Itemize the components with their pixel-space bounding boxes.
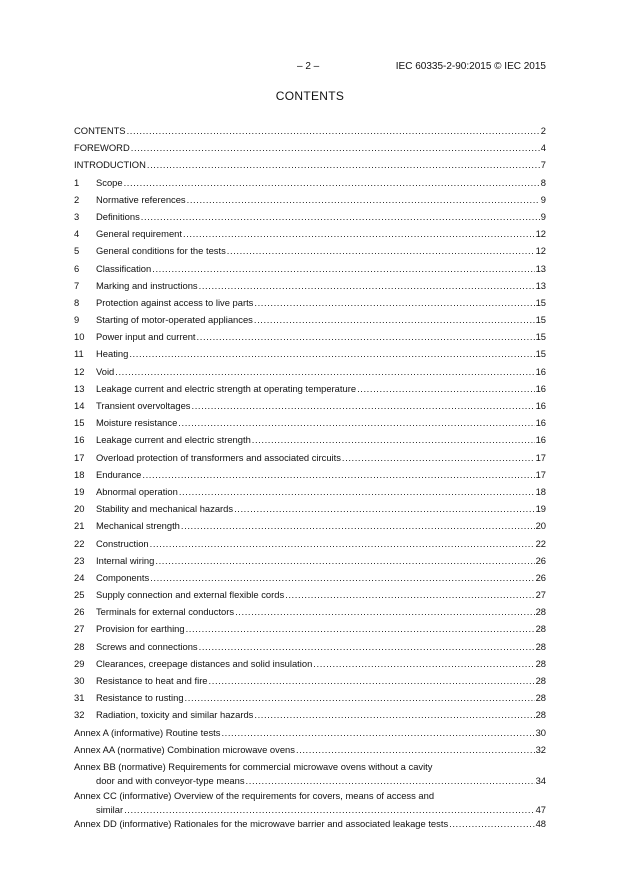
toc-entry[interactable] [74, 329, 546, 346]
entry-title: Void [96, 365, 115, 377]
toc-line [74, 158, 546, 172]
toc-entry[interactable] [74, 518, 546, 535]
page-title: CONTENTS [275, 89, 345, 103]
toc-line [74, 743, 546, 757]
entry-title: CONTENTS [74, 125, 126, 136]
dot-leader [342, 451, 535, 465]
dot-leader [449, 817, 534, 831]
toc-entry-annex[interactable] [74, 788, 546, 817]
dot-leader [155, 554, 534, 568]
page-ref: 13 [535, 262, 546, 274]
toc-entry[interactable] [74, 415, 546, 432]
page-ref: 19 [535, 503, 546, 515]
dot-leader [254, 296, 534, 310]
toc-entry[interactable] [74, 656, 546, 673]
page-ref: 17 [535, 451, 546, 463]
toc-entry[interactable] [74, 278, 546, 295]
dot-leader [199, 640, 535, 654]
page-ref: 4 [540, 142, 546, 154]
dot-leader [197, 330, 535, 344]
page-ref: 26 [535, 554, 546, 566]
toc-entry[interactable] [74, 398, 546, 415]
dot-leader [129, 347, 534, 361]
entry-title: Marking and instructions [96, 279, 198, 291]
page-ref: 28 [535, 606, 546, 618]
toc-entry[interactable] [74, 673, 546, 690]
page-ref: 15 [535, 314, 546, 326]
toc-line [74, 640, 546, 654]
dot-leader [185, 691, 535, 705]
toc-entry[interactable] [74, 175, 546, 192]
entry-title: Heating [96, 348, 129, 360]
toc-line [74, 210, 546, 224]
toc-entry[interactable] [74, 123, 546, 140]
page-ref: 26 [535, 571, 546, 583]
toc-line [74, 416, 546, 430]
toc-line [74, 313, 546, 327]
clause-number: 29 [74, 657, 85, 669]
table-of-contents [74, 123, 546, 833]
toc-entry[interactable] [74, 226, 546, 243]
dot-leader [150, 571, 534, 585]
entry-title: INTRODUCTION [74, 159, 146, 171]
toc-entry-annex[interactable] [74, 759, 546, 788]
document-reference: IEC 60335-2-90:2015 © IEC 2015 [395, 61, 546, 72]
entry-title: Internal wiring [96, 554, 155, 566]
entry-title-continued: similar [96, 803, 124, 815]
page-ref: 34 [535, 774, 546, 786]
entry-title: Endurance [96, 468, 142, 480]
page-ref: 16 [535, 417, 546, 429]
toc-entry[interactable] [74, 261, 546, 278]
entry-title: General requirement [96, 228, 182, 240]
entry-title: Construction [96, 537, 149, 549]
toc-line [74, 451, 546, 465]
dot-leader [234, 502, 535, 516]
clause-number: 26 [74, 606, 85, 618]
page-ref: 28 [535, 623, 546, 635]
dot-leader [115, 365, 534, 379]
toc-entry[interactable] [74, 312, 546, 329]
dot-leader [152, 262, 534, 276]
toc-entry[interactable] [74, 157, 546, 174]
entry-title: Screws and connections [96, 640, 198, 652]
toc-entry[interactable] [74, 467, 546, 484]
clause-number: 24 [74, 571, 85, 583]
toc-line [74, 588, 546, 602]
clause-number: 14 [74, 400, 85, 411]
page-ref: 28 [535, 709, 546, 721]
entry-title: Mechanical strength [96, 520, 180, 532]
toc-line [74, 657, 546, 671]
toc-line [74, 674, 546, 688]
toc-entry[interactable] [74, 364, 546, 381]
page-ref: 32 [535, 743, 546, 755]
page-ref: 30 [535, 726, 546, 738]
entry-title: Annex AA (normative) Combination microwave ovens [74, 743, 295, 755]
page-ref: 13 [535, 279, 546, 291]
toc-entry[interactable] [74, 295, 546, 312]
toc-line [74, 817, 546, 831]
dot-leader [357, 382, 535, 396]
toc-entry[interactable] [74, 192, 546, 209]
toc-line [74, 519, 546, 533]
clause-number: 19 [74, 485, 85, 497]
toc-line [74, 262, 546, 276]
dot-leader [235, 605, 534, 619]
toc-entry[interactable] [74, 432, 546, 449]
toc-line [74, 347, 546, 361]
toc-entry[interactable] [74, 621, 546, 638]
clause-number: 16 [74, 434, 85, 446]
dot-leader [179, 485, 535, 499]
dot-leader [254, 708, 534, 722]
clause-number: 5 [74, 245, 80, 257]
toc-entry[interactable] [74, 707, 546, 724]
dot-leader [221, 726, 534, 740]
toc-line [74, 622, 546, 636]
entry-title: Power input and current [96, 331, 196, 343]
clause-number: 7 [74, 279, 80, 291]
clause-number: 8 [74, 296, 80, 308]
toc-line [74, 537, 546, 551]
toc-line [74, 774, 546, 788]
page-ref: 9 [540, 210, 546, 222]
toc-line [74, 691, 546, 705]
clause-number: 3 [74, 210, 80, 222]
clause-number: 6 [74, 262, 80, 274]
dot-leader [142, 468, 534, 482]
toc-line [74, 554, 546, 568]
page-ref: 16 [535, 382, 546, 394]
toc-line [74, 244, 546, 258]
toc-line [74, 708, 546, 722]
toc-line [74, 502, 546, 516]
toc-line [74, 193, 546, 207]
page-ref: 47 [535, 803, 546, 815]
clause-number: 20 [74, 503, 85, 515]
dot-leader [192, 399, 535, 413]
page-ref: 18 [535, 485, 546, 497]
dot-leader [313, 657, 534, 671]
clause-number: 13 [74, 382, 85, 394]
page-ref: 9 [540, 193, 546, 205]
clause-number: 23 [74, 554, 85, 566]
toc-line [74, 176, 546, 190]
clause-number: 27 [74, 623, 85, 635]
clause-number: 25 [74, 589, 85, 601]
entry-title: Definitions [96, 210, 140, 222]
toc-entry[interactable] [74, 484, 546, 501]
dot-leader [124, 803, 534, 817]
entry-title: Clearances, creepage distances and solid insulation [96, 657, 313, 669]
toc-entry[interactable] [74, 587, 546, 604]
clause-number: 12 [74, 365, 85, 377]
toc-line [74, 365, 546, 379]
entry-title: Annex DD (informative) Rationales for the microwave barrier and associated leakage tests [74, 818, 449, 830]
dot-leader [147, 158, 540, 172]
clause-number: 18 [74, 468, 85, 480]
page-ref: 28 [535, 657, 546, 669]
dot-leader [150, 537, 535, 551]
dot-leader [178, 416, 534, 430]
toc-entry[interactable] [74, 140, 546, 157]
toc-entry-annex[interactable] [74, 816, 546, 833]
page-ref: 12 [535, 228, 546, 240]
dot-leader [254, 313, 535, 327]
dot-leader [181, 519, 535, 533]
entry-title: Annex BB (normative) Requirements for commercial microwave ovens without a cavity [74, 760, 433, 772]
entry-title: Stability and mechanical hazards [96, 503, 234, 515]
clause-number: 32 [74, 709, 85, 721]
dot-leader [246, 774, 535, 788]
dot-leader [183, 227, 535, 241]
toc-line [74, 141, 546, 155]
dot-leader [141, 210, 540, 224]
dot-leader [296, 743, 535, 757]
clause-number: 15 [74, 417, 85, 429]
toc-line [74, 124, 546, 138]
toc-line [74, 605, 546, 619]
page-number: – 2 – [297, 61, 320, 72]
dot-leader [124, 176, 540, 190]
entry-title: Annex CC (informative) Overview of the requirements for covers, means of access and [74, 789, 435, 801]
page-ref: 20 [535, 520, 546, 532]
toc-entry[interactable] [74, 381, 546, 398]
clause-number: 11 [74, 348, 84, 360]
toc-line [74, 803, 546, 817]
entry-title: Normative references [96, 193, 186, 205]
entry-title: Overload protection of transformers and associated circuits [96, 451, 341, 463]
dot-leader [209, 674, 535, 688]
entry-title: Provision for earthing [96, 623, 185, 635]
toc-entry[interactable] [74, 553, 546, 570]
entry-title: Annex A (informative) Routine tests [74, 726, 221, 738]
page-ref: 16 [535, 400, 546, 411]
page-ref: 15 [535, 296, 546, 308]
entry-title: Moisture resistance [96, 417, 178, 429]
toc-line [74, 227, 546, 241]
toc-line [74, 485, 546, 499]
toc-line [74, 571, 546, 585]
page-ref: 16 [535, 434, 546, 446]
page-ref: 15 [535, 348, 546, 360]
toc-entry[interactable] [74, 243, 546, 260]
page-ref: 27 [535, 589, 546, 601]
toc-line [74, 468, 546, 482]
entry-title: Scope [96, 176, 123, 188]
page-ref: 48 [535, 818, 546, 830]
clause-number: 22 [74, 537, 85, 549]
page-ref: 28 [535, 640, 546, 652]
toc-line [74, 382, 546, 396]
page-ref: 8 [540, 176, 546, 188]
toc-line [74, 399, 546, 413]
page-ref: 12 [535, 245, 546, 257]
toc-entry-annex[interactable] [74, 742, 546, 759]
dot-leader [187, 193, 540, 207]
page-ref: 22 [535, 537, 546, 549]
clause-number: 10 [74, 331, 85, 343]
entry-title: Leakage current and electric strength at operating temperature [96, 382, 357, 394]
page-ref: 16 [535, 365, 546, 377]
toc-entry[interactable] [74, 570, 546, 587]
dot-leader [227, 244, 535, 258]
clause-number: 30 [74, 675, 85, 686]
entry-title: Supply connection and external flexible cords [96, 589, 285, 601]
page-header [0, 61, 620, 75]
toc-entry[interactable] [74, 450, 546, 467]
clause-number: 31 [74, 692, 85, 704]
entry-title: Leakage current and electric strength [96, 434, 251, 446]
entry-title: Starting of motor-operated appliances [96, 314, 253, 326]
toc-entry[interactable] [74, 639, 546, 656]
dot-leader [199, 279, 535, 293]
clause-number: 21 [74, 520, 85, 532]
entry-title: FOREWORD [74, 142, 130, 154]
entry-title: Resistance to heat and fire [96, 675, 208, 686]
clause-number: 17 [74, 451, 85, 463]
entry-title: Classification [96, 262, 152, 274]
toc-line [74, 726, 546, 740]
entry-title: General conditions for the tests [96, 245, 226, 257]
toc-entry[interactable] [74, 346, 546, 363]
clause-number: 1 [74, 176, 80, 188]
toc-entry[interactable] [74, 536, 546, 553]
entry-title: Radiation, toxicity and similar hazards [96, 709, 254, 721]
dot-leader [252, 433, 535, 447]
entry-title: Protection against access to live parts [96, 296, 254, 308]
entry-title: Components [96, 571, 150, 583]
toc-line [74, 296, 546, 310]
dot-leader [285, 588, 534, 602]
clause-number: 28 [74, 640, 85, 652]
toc-line [74, 279, 546, 293]
page-ref: 15 [535, 331, 546, 343]
entry-title-continued: door and with conveyor-type means [96, 774, 245, 786]
dot-leader [186, 622, 535, 636]
toc-entry[interactable] [74, 501, 546, 518]
clause-number: 2 [74, 193, 80, 205]
entry-title: Abnormal operation [96, 485, 178, 497]
entry-title: Transient overvoltages [96, 400, 191, 411]
page-ref: 28 [535, 675, 546, 686]
page-ref: 17 [535, 468, 546, 480]
dot-leader [127, 124, 540, 138]
page-ref: 7 [540, 159, 546, 171]
page-ref: 2 [540, 125, 546, 136]
toc-entry[interactable] [74, 690, 546, 707]
toc-entry[interactable] [74, 209, 546, 226]
clause-number: 4 [74, 228, 80, 240]
toc-line [74, 330, 546, 344]
toc-entry-annex[interactable] [74, 725, 546, 742]
page-ref: 28 [535, 692, 546, 704]
toc-entry[interactable] [74, 604, 546, 621]
entry-title: Resistance to rusting [96, 692, 184, 704]
entry-title: Terminals for external conductors [96, 606, 235, 618]
toc-line [74, 433, 546, 447]
clause-number: 9 [74, 314, 80, 326]
dot-leader [131, 141, 540, 155]
